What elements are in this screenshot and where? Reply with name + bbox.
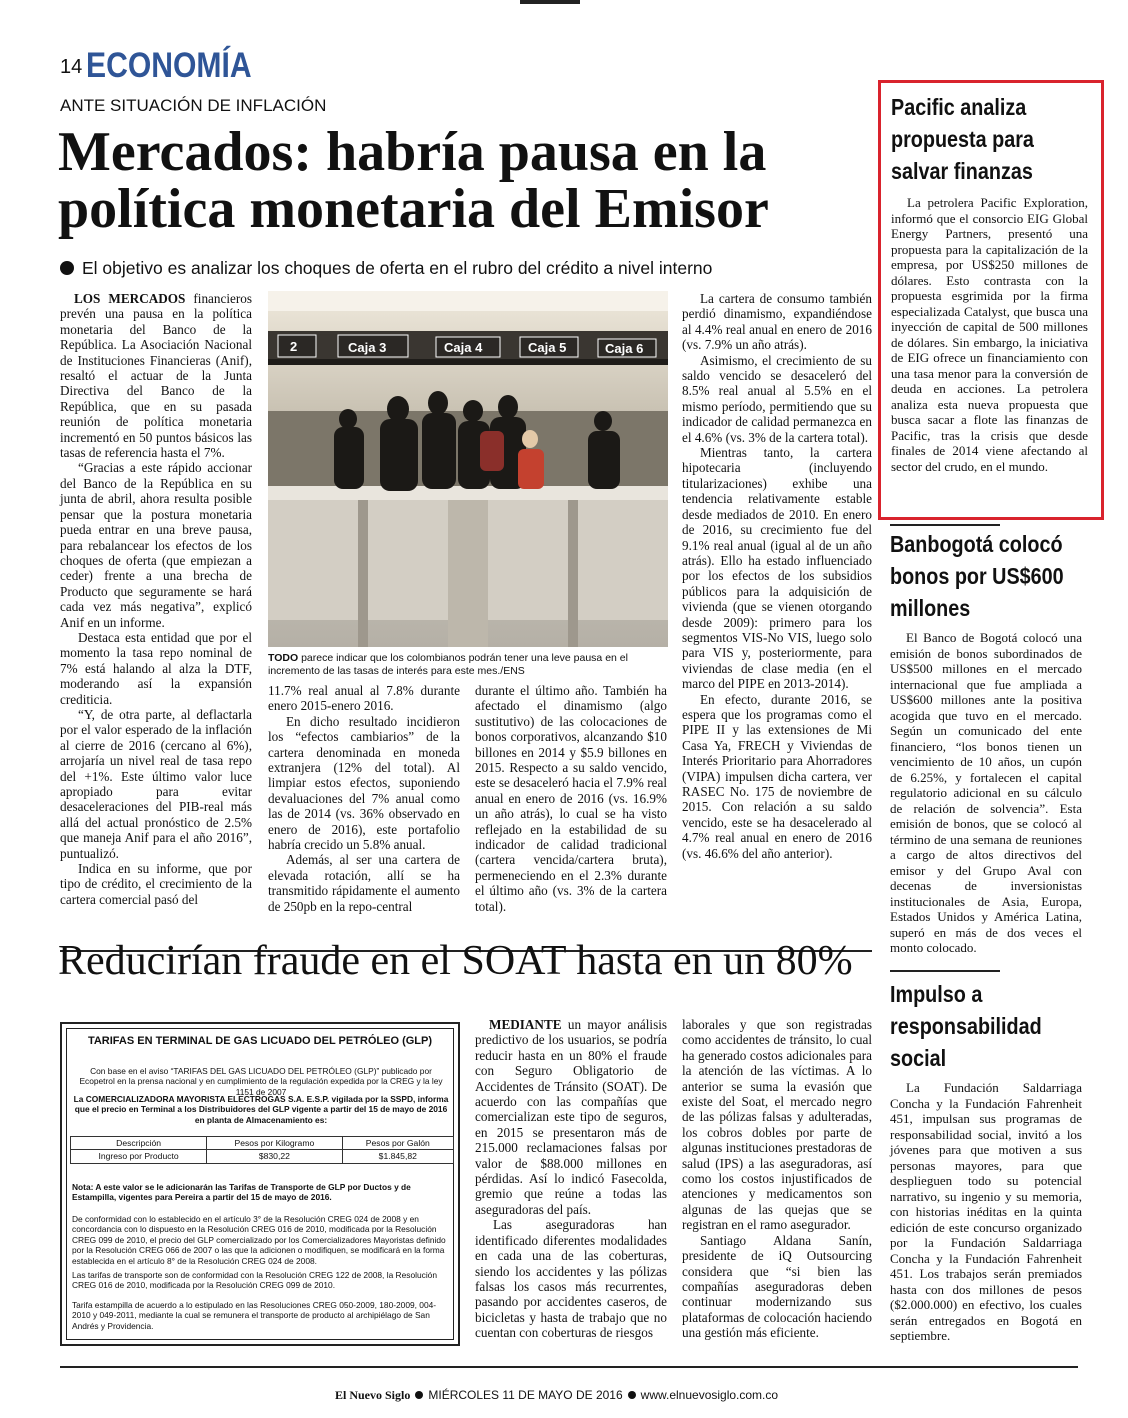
divider (890, 524, 1000, 526)
notice-intro-1: Con base en el aviso “TARIFAS DEL GAS LICUADO DEL PETRÓLEO (GLP)” publicado por Ecopetrol en la prensa nacional y en cumplimiento de la regulación expedida por la CREG y la ley 1151 de 2007 (79, 1066, 443, 1097)
section-title: ECONOMÍA (86, 46, 252, 85)
paragraph: laborales y que son registradas como accidentes de tránsito, lo cual ha generado costos adicionales para la atención de las víctimas. A lo anterior se suma la evasión que existe del Soat, el mercado negro de las pólizas falsas y adulteradas, los cobros dobles por parte de algunas instituciones prestadoras de salud (IPS) a las aseguradoras, así como los costos injustificados de atenciones y medicamentos son algunas de las quejas que se registran en el ramo asegurador. (682, 1017, 872, 1233)
impulso-title-text: Impulso a responsabilidad social (890, 981, 1042, 1071)
main-headline: Mercados: habría pausa en la política monetaria del Emisor (58, 121, 769, 240)
banbogota-title-text: Banbogotá colocó bonos por US$600 millones (890, 531, 1064, 621)
bullet-icon (60, 261, 74, 275)
paragraph-text: financieros prevén una pausa en la política monetaria del Banco de la República. La Asociación Nacional de Instituciones Financieras (Anif), resaltó el actuar de la Junta Directiva del Banco de la República, que en su pasada reunión de política monetaria incrementó en 50 puntos básicos las tasas de referencia hasta el 7%. (60, 291, 252, 461)
main-article-column-3 (475, 683, 667, 914)
paragraph (60, 291, 252, 460)
news-photo (268, 291, 668, 647)
table-cell: Ingreso por Producto (71, 1150, 207, 1163)
table-header: Pesos por Galón (342, 1137, 453, 1150)
bank-tellers-photo (268, 291, 668, 647)
paragraph: Santiago Aldana Sanín, presidente de iQ Outsourcing considera que “si bien las compañías aseguradoras deben continuar modernizando sus plataformas de colocación haciendo una gestión más eficiente. (682, 1232, 872, 1341)
banbogota-title (890, 528, 1084, 624)
soat-column-2 (682, 1017, 872, 1341)
paragraph: durante el último año. También ha afectado el dinamismo (algo sustitutivo) de las colocaciones de bonos corporativos, alcanzando $10 billones en 2014 y $5.9 billones en 2015. Respecto a su saldo vencido, este se desaceleró hacia el 7.9% real anual en enero de 2016 (vs. 16.9% un año atrás), lo cual se ha visto reflejado en la estabilidad de su indicador de calidad tradicional (cartera vencida/cartera bruta), permeneciendo en el 2.3% durante el último año (vs. 3% de la cartera total). (475, 683, 667, 914)
table-cell: $830,22 (207, 1150, 342, 1163)
paragraph: “Y, de otra parte, al deflactarla por el valor esperado de la inflación al cierre de 2016 (cercano al 6%), arrojaría un nivel real de tasa repo del +1%. Este último valor luce apropiado para evitar desaceleraciones del PIB-real más allá del actual pronóstico de 2.5% que maneja Anif para el año 2016”, puntualizó. (60, 706, 252, 861)
notice-title: TARIFAS EN TERMINAL DE GAS LICUADO DEL PETRÓLEO (GLP) (87, 1035, 433, 1047)
glp-tariff-notice (60, 1022, 460, 1346)
photo-sign: Caja 5 (528, 340, 567, 355)
impulso-title (890, 978, 1075, 1074)
paragraph: Las aseguradoras han identificado diferentes modalidades en cada una de las coberturas, siendo los accidentes y las pólizas falsas los casos más recurrentes, pasando por accidentes caseros, de bicicletas y hasta de trabajo que no cuentan con coberturas de riesgos (475, 1217, 667, 1341)
paragraph: La cartera de consumo también perdió dinamismo, expandiéndose al 4.4% real anual en enero de 2016 (vs. 7.9% un año atrás). (682, 291, 872, 353)
paragraph: La petrolera Pacific Exploration, informó que el consorcio EIG Global Energy Partners, presentó una propuesta para la capitalización de la empresa, por US$250 millones de dólares. Esto contrasta con la propuesta esgrimida por la firma especializada Catalyst, que busca una inyección de capital de 500 millones de dólares. Sin embargo, la iniciativa de EIG ofrece un financiamiento con una tasa menor para la conversión de deuda en acciones. La petrolera analiza esta nueva propuesta que busca sacar a flote las finanzas de Pacific, tras la crisis que desde finales de 2014 viene afectando al sector del crudo, en el mundo. (891, 195, 1088, 474)
tariff-table (70, 1136, 454, 1164)
table-row (71, 1150, 454, 1163)
photo-caption (268, 652, 668, 678)
paragraph: Mientras tanto, la cartera hipotecaria (incluyendo titularizaciones) exhibe una tendencia relativamente estable desde mediados de 2010. En enero de 2016, su crecimiento fue del 9.1% real anual (igual al de un año atrás). Ello ha estado influenciado por los efectos de los subsidios públicos para la adquisición de vivienda (que se vienen otorgando desde 2009): primero para los segmentos VIS-No VIS, luego solo para VIS y, posteriormente, para viviendas de clase media (en el marco del PIPE en 2013-2014). (682, 445, 872, 692)
table-header: Pesos por Kilogramo (207, 1137, 342, 1150)
bullet-icon (415, 1391, 423, 1399)
photo-sign: Caja 4 (444, 340, 483, 355)
main-article-column-2 (268, 683, 460, 914)
lead-word: MEDIANTE (489, 1017, 562, 1032)
caption-lead: TODO (268, 652, 299, 664)
paragraph (475, 1017, 667, 1217)
photo-sign: Caja 6 (605, 341, 644, 356)
table-header-row (71, 1137, 454, 1150)
paragraph: Además, al ser una cartera de elevada rotación, allí se ha transmitido rápidamente el aumento de 250pb en la repo-central (268, 852, 460, 914)
photo-sign: Caja 3 (348, 340, 387, 355)
divider (890, 970, 1000, 972)
lead-word: LOS MERCADOS (74, 291, 186, 306)
paragraph: En efecto, durante 2016, se espera que los programas como el PIPE II y las extensiones de Mi Casa Ya, FRECH y Viviendas de Interés Prioritario para Ahorradores (VIPA) impulsen dicha cartera, ver RASEC No. 175 de noviembre de 2015. Con relación a su saldo vencido, este se ha desacelerado al 4.7% real anual en enero de 2016 (vs. 46.6% del año anterior). (682, 691, 872, 861)
table-cell: $1.845,82 (342, 1150, 453, 1163)
page-number: 14 (60, 56, 83, 78)
soat-column-1 (475, 1017, 667, 1341)
footer-url[interactable]: www.elnuevosiglo.com.co (640, 1388, 779, 1402)
impulso-body (890, 1080, 1082, 1344)
paragraph: “Gracias a este rápido accionar del Banco de la República en su junta de abril, ahora resulta posible pensar que la postura monetaria pueda entrar en una breve pausa, para rebalancear los efectos de los choques de oferta (que empiezan a ceder) frente a una brecha de Producto que seguramente se hará cada vez más negativa”, explicó Anif en un informe. (60, 460, 252, 630)
paragraph: 11.7% real anual al 7.8% durante enero 2015-enero 2016. (268, 683, 460, 714)
table-header: Descripción (71, 1137, 207, 1150)
soat-headline: Reducirían fraude en el SOAT hasta en un 80% (58, 938, 853, 984)
paragraph: Asimismo, el crecimiento de su saldo vencido se desaceleró del 8.5% real anual al 5.5% en el mismo período, permitiendo que su indicador de calidad permanezca en el 4.6% (vs. 3% de la cartera total). (682, 352, 872, 445)
notice-note-3: Las tarifas de transporte son de conformidad con la Resolución CREG 122 de 2008, la Resolución CREG 016 de 2010, modificada por la Resolución CREG 099 de 2010. (72, 1270, 437, 1291)
page-footer (335, 1388, 778, 1403)
notice-note-2: De conformidad con lo establecido en el artículo 3° de la Resolución CREG 024 de 2008 y en concordancia con lo dispuesto en la Resolución CREG 016 de 2010, modificada por la Resolución CREG 099 de 2010, el precio del GLP comercializado por los Comercializadores Mayoristas definido por la Resolución CREG 066 de 2007 o las que la adicionen o modifiquen, se modificará en la forma establecida en el artículo 8° de la Resolución CREG 024 de 2008. (72, 1214, 446, 1266)
main-article-column-1 (60, 291, 252, 907)
photo-sign: 2 (290, 339, 298, 354)
paragraph: Indica en su informe, que por tipo de crédito, el crecimiento de la cartera comercial pasó del (60, 861, 252, 907)
notice-note-4: Tarifa estampilla de acuerdo a lo estipulado en las Resoluciones CREG 050-2009, 180-2009, 004-2010 y 049-2011, mediante la cual se remunera el transporte de producto al archipiélago de San Andrés y Providencia. (72, 1300, 437, 1331)
paragraph: En dicho resultado incidieron los “efectos cambiarios” de la cartera denominada en moneda extranjera (12% del total). Al limpiar estos efectos, suponiendo devaluaciones del 7% anual como las de 2014 (vs. 36% observado en enero de 2016), este portafolio habría crecido un 5.8% anual. (268, 713, 460, 853)
main-article-column-4 (682, 291, 872, 861)
paragraph: El Banco de Bogotá colocó una emisión de bonos subordinados de US$500 millones en el mercado internacional que fue ampliada a US$600 millones ante la positiva acogida que tuvo en el mercado. Según un comunicado del ente financiero, “los bonos tienen un vencimiento de 10 años, un cupón de 6.25%, y fortalecen el capital regulatorio adicional en su cálculo de relación de solvencia”. Esta emisión de bonos, que se colocó al término de una semana de reuniones a cargo de altos directivos del emisor y del Grupo Aval con decenas de inversionistas institucionales de Asia, Europa, Estados Unidos y América Latina, superó en más de dos veces el monto colocado. (890, 630, 1082, 955)
notice-note-1: Nota: A este valor se le adicionarán las Tarifas de Transporte de GLP por Ductos y de Estampilla, vigentes para Pereira a partir del 15 de mayo de 2016. (72, 1182, 411, 1203)
paragraph: Destaca esta entidad que por el momento la tasa repo nominal de 7% está halando al alza la DTF, moderando así la expansión crediticia. (60, 629, 252, 707)
article-deck (60, 258, 712, 279)
footer-rule (60, 1366, 1078, 1368)
top-crop-mark (520, 0, 580, 4)
paragraph: La Fundación Saldarriaga Concha y la Fundación Fahrenheit 451, impulsan sus programas de responsabilidad social, invitó a los jóvenes para que motiven a sus personas mayores, para que desplieguen todo su potencial narrativo, su ingenio y su memoria, con historias inéditas en la quinta edición de este concurso organizado por la Fundación Saldarriaga Concha y la Fundación Fahrenheit 451. Los trabajos serán premiados hasta con dos millones de pesos ($2.000.000) en efectivo, los cuales serán entregados en Bogotá en septiembre. (890, 1080, 1082, 1343)
bullet-icon (628, 1391, 636, 1399)
pacific-title-text: Pacific analiza propuesta para salvar finanzas (891, 94, 1034, 184)
notice-intro-2: La COMERCIALIZADORA MAYORISTA ELECTROGAS S.A. E.S.P. vigilada por la SSPD, informa que el precio en Terminal a los Distribuidores del GLP vigente a partir del 15 de mayo de 2016 en planta de Almacenamiento es: (73, 1094, 449, 1125)
pacific-highlight-box (878, 80, 1104, 520)
pacific-title (891, 91, 1089, 187)
caption-text: parece indicar que los colombianos podrán tener una leve pausa en el incremento de las tasas de interés para este mes./ENS (268, 652, 628, 677)
article-kicker: ANTE SITUACIÓN DE INFLACIÓN (60, 96, 327, 115)
pacific-body (891, 195, 1088, 474)
newspaper-logo: El Nuevo Siglo (335, 1388, 411, 1402)
banbogota-body (890, 630, 1082, 956)
paragraph-text: un mayor análisis predictivo de los usuarios, se podría reducir hasta en un 80% el fraude con Seguro Obligatorio de Accidentes de Tránsito (SOAT). De acuerdo con las compañías que comercializan este tipo de seguros, en 2015 se presentaron más de 215.000 reclamaciones falsas por valor de $88.000 millones en pérdidas. Así lo indicó Fasecolda, gremio que reúne a todas las aseguradoras del país. (475, 1017, 667, 1217)
deck-text: El objetivo es analizar los choques de oferta en el rubro del crédito a nivel interno (82, 258, 713, 278)
footer-date: MIÉRCOLES 11 DE MAYO DE 2016 (428, 1388, 623, 1402)
